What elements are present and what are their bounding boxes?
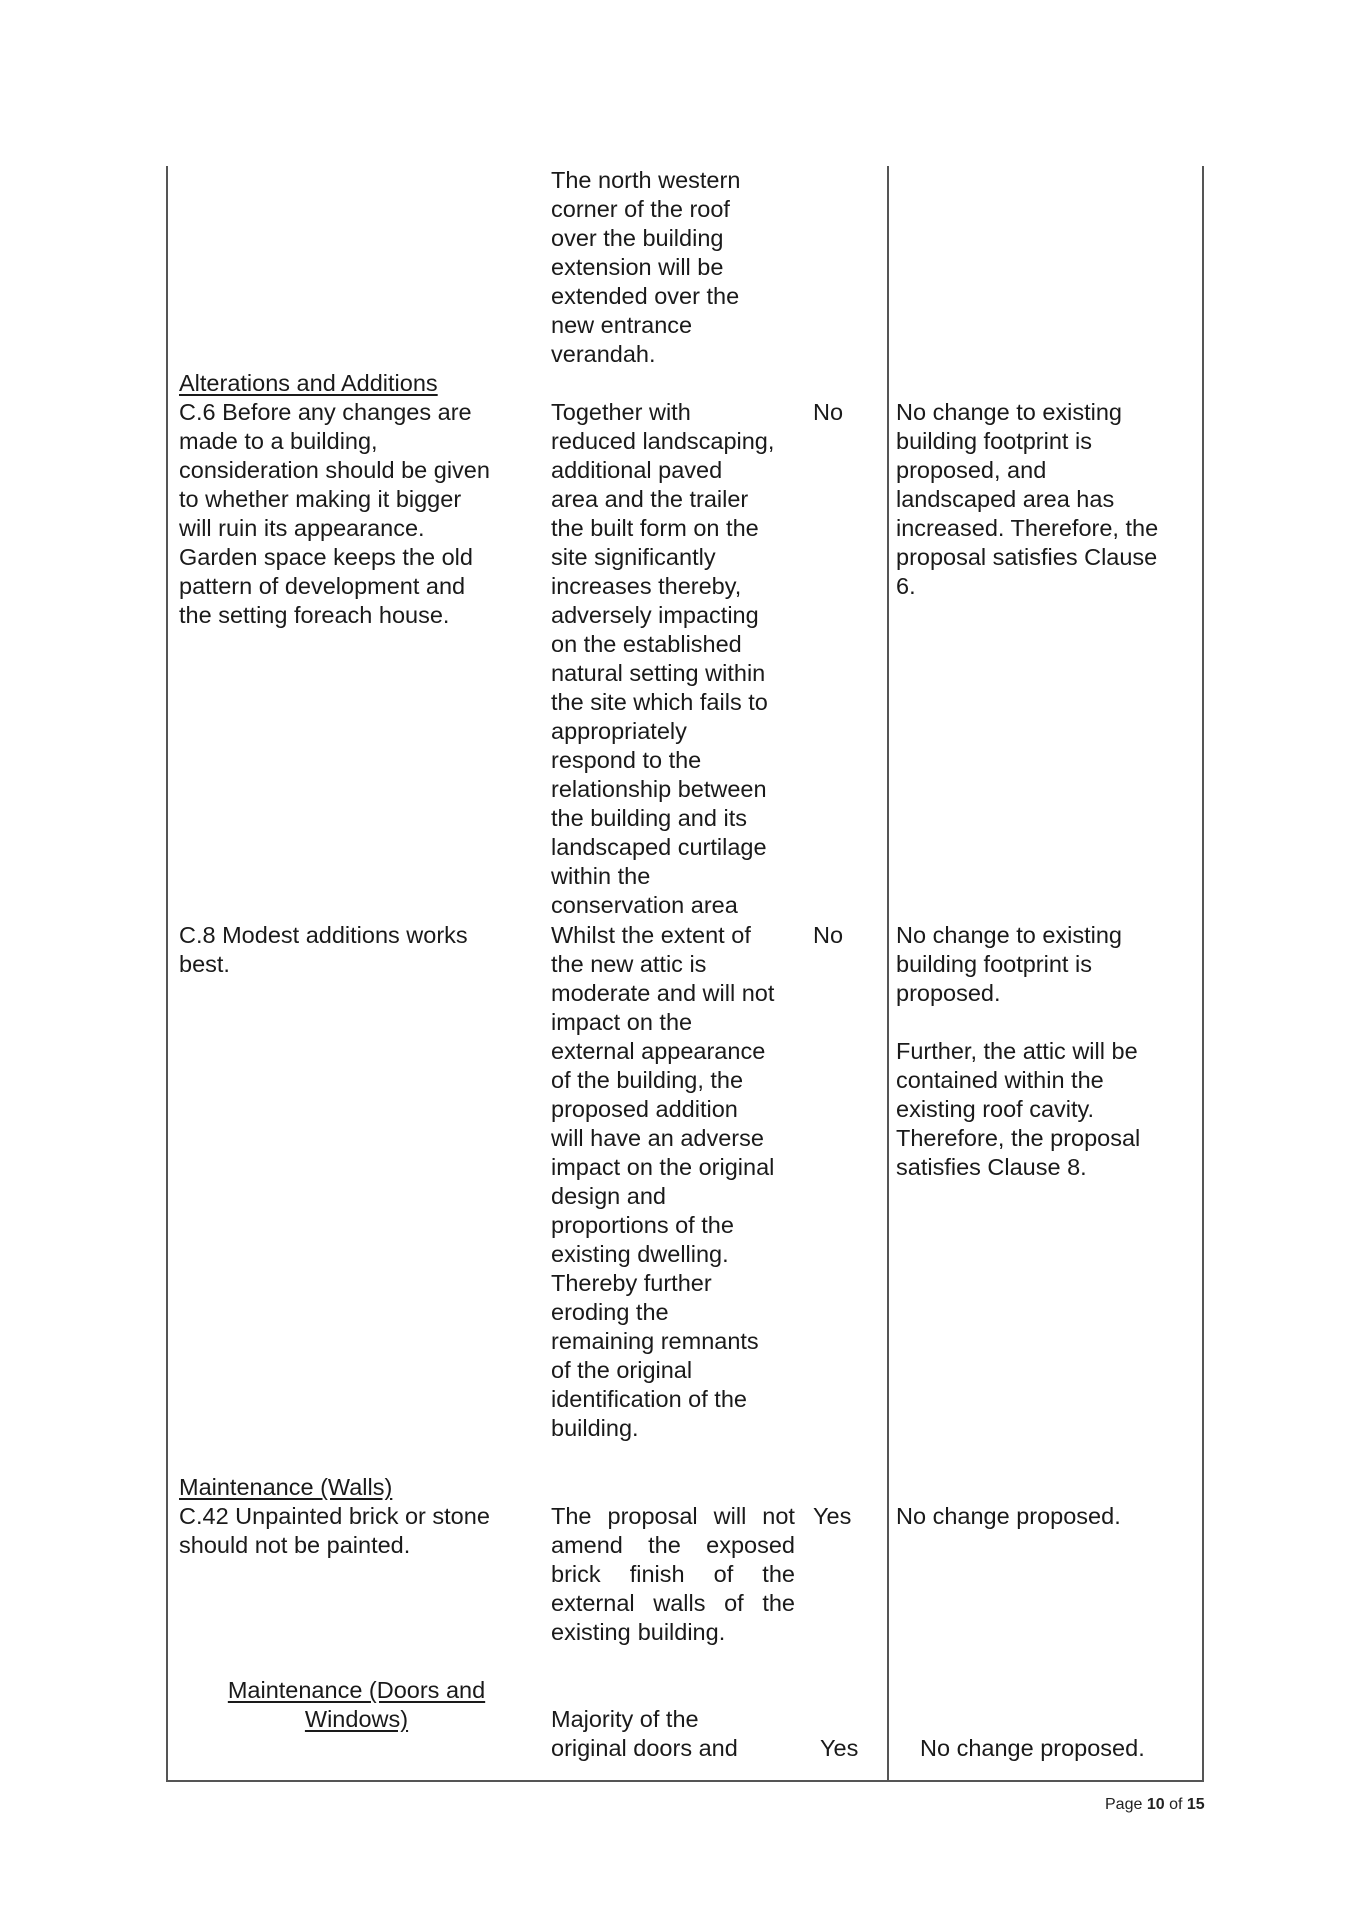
text-line: building footprint is [896,428,1092,454]
text-line: proposal satisfies Clause [896,544,1158,570]
word: of [713,1561,734,1587]
row1-response [896,398,1158,601]
text-line: the building and its [551,805,747,831]
text-line: corner of the roof [551,196,730,222]
text-line: respond to the [551,747,702,773]
text-line: Garden space keeps the old [179,544,473,570]
word: the [648,1532,681,1558]
text-line: adversely impacting [551,602,759,628]
text-line: increases thereby, [551,573,742,599]
text-line: relationship between [551,776,767,802]
text-line: eroding the [551,1299,669,1325]
text-line: C.42 Unpainted brick or stone [179,1503,490,1529]
text-line: will ruin its appearance. [179,515,425,541]
text-line: contained within the [896,1067,1104,1093]
text-line [551,1618,795,1647]
of-label: of [1169,1796,1183,1813]
section-heading: Maintenance (Walls) [179,1474,393,1500]
compliance-value: No [813,922,844,948]
text-line: Majority of the [551,1706,699,1732]
text-line: appropriately [551,718,687,744]
text-line: Together with [551,399,691,425]
text-line: No change to existing [896,399,1123,425]
word: the [762,1590,795,1616]
row4-complies [820,1734,858,1763]
text-line: existing roof cavity. [896,1096,1095,1122]
text-line: C.6 Before any changes are [179,399,472,425]
text-line: identification of the [551,1386,747,1412]
row3-response [896,1502,1121,1531]
text-line: 6. [896,573,916,599]
text-line: Thereby further [551,1270,712,1296]
text-line: landscaped area has [896,486,1115,512]
row4-response [920,1734,1145,1763]
text-line: remaining remnants [551,1328,759,1354]
text-line: design and [551,1183,666,1209]
row3-complies [813,1502,851,1531]
word: finish [629,1561,685,1587]
text-line: The north western [551,167,741,193]
text-line: the new attic is [551,951,707,977]
row2-control [179,921,468,979]
page-label: Page [1105,1796,1143,1813]
text-line: new entrance [551,312,693,338]
text-line: the setting foreach house. [179,602,450,628]
text-line [551,1531,795,1560]
row1-assessment [551,398,774,920]
word: walls [653,1590,706,1616]
section-heading: Maintenance (Doors and [227,1677,486,1703]
word: amend [551,1532,623,1558]
text-line: Whilst the extent of [551,922,751,948]
text-line: should not be painted. [179,1532,411,1558]
text-line: of the original [551,1357,693,1383]
text-line: No change to existing [896,922,1123,948]
section-heading: Windows) [304,1706,409,1732]
text-line: verandah. [551,341,656,367]
word: not [762,1503,795,1529]
table-divider-response [887,166,889,1782]
text-line: satisfies Clause 8. [896,1154,1087,1180]
text-line: proposed. [896,980,1001,1006]
text-line: natural setting within [551,660,766,686]
row0-assessment [551,166,740,369]
row3-assessment [551,1502,795,1647]
table-border-left [166,166,168,1782]
text-line: proportions of the [551,1212,734,1238]
text-line: impact on the [551,1009,693,1035]
text-line: landscaped curtilage [551,834,767,860]
text-line: external appearance [551,1038,766,1064]
text-line: building footprint is [896,951,1092,977]
text-line: Therefore, the proposal [896,1125,1141,1151]
text-line: extension will be [551,254,724,280]
text-line: reduced landscaping, [551,428,775,454]
text-line: area and the trailer [551,486,749,512]
text-line: consideration should be given [179,457,490,483]
page-number: 10 [1146,1796,1165,1813]
text-line: extended over the [551,283,740,309]
text-line: original doors and [551,1735,738,1761]
text-line: within the [551,863,651,889]
text-line: Further, the attic will be [896,1038,1138,1064]
compliance-value: Yes [813,1503,852,1529]
row1-control [179,369,490,630]
compliance-value: Yes [820,1735,859,1761]
table-border-bottom [166,1780,1204,1782]
text-line: No change proposed. [896,1503,1121,1529]
text-line: will have an adverse [551,1125,764,1151]
text-line: No change proposed. [920,1735,1145,1761]
word: proposal [607,1503,698,1529]
word: exposed [706,1532,795,1558]
text-line: site significantly [551,544,716,570]
text-line [551,1560,795,1589]
text-line: made to a building, [179,428,378,454]
row1-complies [813,398,843,427]
word: the [762,1561,795,1587]
text-line: C.8 Modest additions works [179,922,468,948]
row2-response-b [896,1037,1140,1182]
text-line: the site which fails to [551,689,768,715]
text-line: increased. Therefore, the [896,515,1159,541]
compliance-value: No [813,399,844,425]
text-line: over the building [551,225,724,251]
text-line: conservation area [551,892,738,918]
row2-complies [813,921,843,950]
table-border-right [1202,166,1204,1782]
text-line: additional paved [551,457,723,483]
word: building. [637,1619,726,1645]
text-line: moderate and will not [551,980,775,1006]
text-line: on the established [551,631,742,657]
page-total: 15 [1186,1796,1205,1813]
text-line: building. [551,1415,639,1441]
row3-control [179,1473,490,1560]
row4-heading [179,1676,534,1734]
word: brick [551,1561,601,1587]
word: The [551,1503,592,1529]
text-line: pattern of development and [179,573,466,599]
text-line: to whether making it bigger [179,486,462,512]
text-line: of the building, the [551,1067,744,1093]
word: existing [551,1619,631,1645]
text-line: impact on the original [551,1154,775,1180]
text-line [551,1589,795,1618]
section-heading: Alterations and Additions [179,370,438,396]
row2-assessment [551,921,774,1443]
text-line: best. [179,951,230,977]
word: of [724,1590,744,1616]
text-line: existing dwelling. [551,1241,729,1267]
page-number-footer [1105,1796,1205,1814]
word: external [551,1590,635,1616]
row2-response-a [896,921,1122,1008]
word: will [713,1503,747,1529]
text-line: the built form on the [551,515,759,541]
text-line: proposed, and [896,457,1047,483]
text-line [551,1502,795,1531]
row4-assessment [551,1705,738,1763]
text-line: proposed addition [551,1096,738,1122]
